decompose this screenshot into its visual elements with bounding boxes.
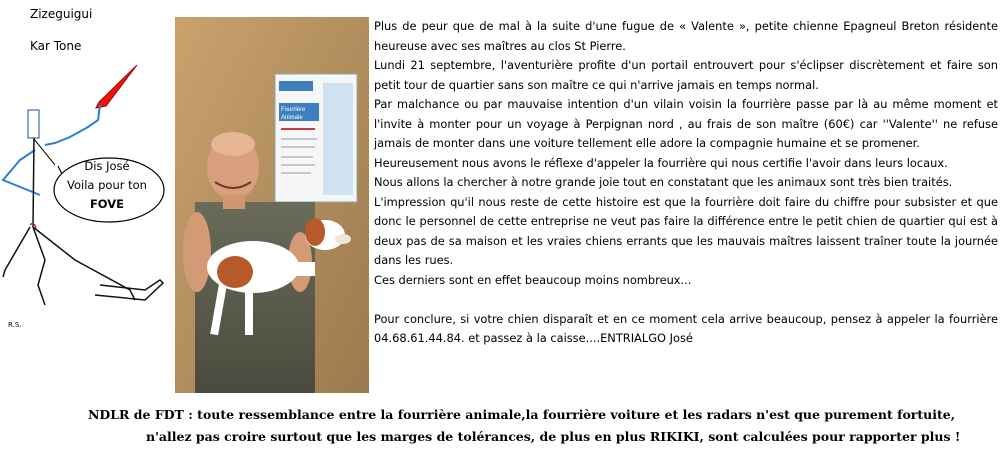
editor-note-line-2: n'allez pas croire surtout que les marges de tolérances, de plus en plus RIKIKI, sont calculées pour rapporter plus ! [146,429,961,444]
article-paragraph: Ces derniers sont en effet beaucoup moins nombreux... [374,272,692,287]
article-paragraph: Lundi 21 septembre, l'aventurière profite d'un portail entrouvert pour s'éclipser discrètement et faire son petit tour de quartier sans son maître ce qui n'arrive jamais en temps normal. [374,58,998,92]
article-paragraph: Par malchance ou par mauvaise intention d'un vilain voisin la fourrière passe par là au même moment et l'invite à monter pour un voyage à Perpignan nord , au frais de son maître (60€) car ''Valente'' ne refuse jamais de monter dans une voiture tellement elle adore la compagnie humaine et se promener. [374,97,998,150]
author-name: Zizeguigui [30,7,93,21]
editor-note-line-1: NDLR de FDT : toute ressemblance entre la fourrière animale,la fourrière voiture et les radars n'est que purement fortuite, [88,407,956,422]
article-body [374,17,998,349]
bubble-line-2: Voila pour ton [67,178,147,192]
photo-man-with-dog [175,17,369,393]
article-paragraph: Pour conclure, si votre chien disparaît et en ce moment cela arrive beaucoup, pensez à appeler la fourrière 04.68.61.44.84. et passez à la caisse....ENTRIALGO José [374,311,998,345]
bubble-line-1: Dis José [84,159,130,173]
kite-icon [96,65,137,108]
svg-text:Animale: Animale [281,115,303,121]
kite-string [45,105,100,145]
speech-bubble-text [52,157,162,214]
article-paragraph: Heureusement nous avons le réflexe d'appeler la fourrière qui nous certifie l'avoir dans leurs locaux. [374,155,948,170]
figure-body [33,138,34,227]
article-paragraph: Plus de peur que de mal à la suite d'une fugue de « Valente », petite chienne Epagneul Breton résidente heureuse avec ses maîtres au clos St Pierre. [374,19,998,53]
paragraph-spacer [374,290,998,310]
author-subtitle: Kar Tone [30,39,82,53]
photo-illustration [175,17,369,393]
bubble-line-3: FOVE [89,197,125,211]
figure-leg-right [33,227,135,300]
figure-leg-left [33,227,45,305]
article-paragraph: Nous allons la chercher à notre grande joie tout en constatant que les animaux sont très bien traités. [374,175,953,189]
article-paragraph: L'impression qu'il nous reste de cette histoire est que la fourrière doit faire du chiffre pour subsister et que donc le personnel de cette entreprise ne veut pas faire la différence entre le petit chien de quartier qui est à deux pas de sa maison et les vraies chiens errants que les mauvais maîtres laissent traîner toute la journée dans les rues. [374,194,998,267]
svg-text:Fourrière: Fourrière [281,107,306,113]
figure-head [28,110,39,138]
fourriere-poster [275,74,357,202]
signature: R.S. [8,321,22,329]
